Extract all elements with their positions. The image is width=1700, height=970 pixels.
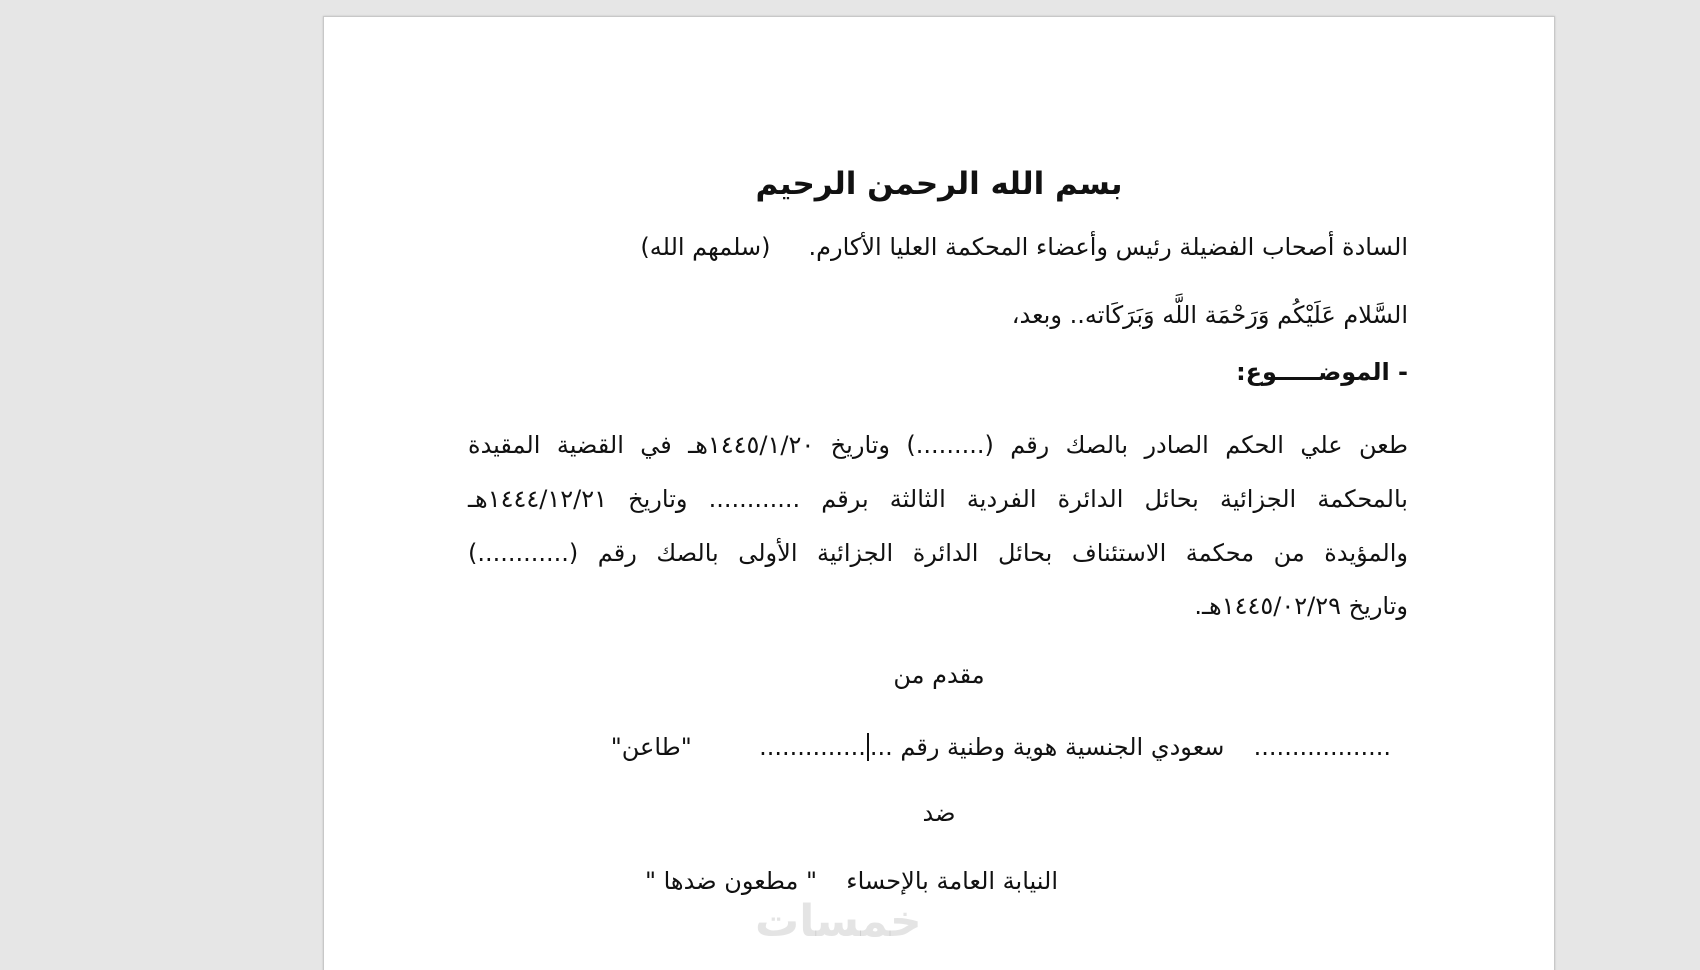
- appellant-line: [611, 733, 1391, 761]
- address-line: [640, 235, 1408, 259]
- greeting-line: السَّلام عَلَيْكُم وَرَحْمَة اللَّه وَبَرَكَاته.. وبعد،: [1011, 301, 1408, 329]
- watermark: خمسات: [755, 896, 922, 947]
- text-cursor: [867, 733, 869, 761]
- respondent-line: [645, 869, 1058, 893]
- paragraph-line-4: وتاريخ ١٤٤٥/٠٢/٢٩هـ.: [1194, 592, 1408, 620]
- basmala-heading: بسم الله الرحمن الرحيم: [755, 166, 1123, 202]
- appellant-role: "طاعن": [610, 733, 692, 761]
- respondent-name: النيابة العامة بالإحساء: [846, 867, 1058, 895]
- appellant-description: سعودي الجنسية هوية وطنية رقم ...: [869, 733, 1225, 761]
- address-recipients: السادة أصحاب الفضيلة رئيس وأعضاء المحكمة العليا الأكارم.: [808, 233, 1408, 261]
- submitted-by-label: مقدم من: [893, 661, 985, 689]
- address-blessing: (سلمهم الله): [640, 233, 771, 261]
- respondent-role: " مطعون ضدها ": [644, 867, 818, 895]
- document-page[interactable]: [323, 16, 1555, 970]
- appellant-dots-after: ..............: [759, 733, 866, 761]
- paragraph-line-3: والمؤيدة من محكمة الاستئناف بحائل الدائرة الجزائية الأولى بالصك رقم (............): [468, 539, 1408, 567]
- paragraph-line-2: بالمحكمة الجزائية بحائل الدائرة الفردية الثالثة برقم ............ وتاريخ ١٤٤٤/١٢/٢١هـ: [468, 485, 1408, 513]
- paragraph-line-1: طعن علي الحكم الصادر بالصك رقم (.........) وتاريخ ١٤٤٥/١/٢٠هـ في القضية المقيدة: [468, 431, 1408, 459]
- against-label: ضد: [922, 799, 956, 827]
- subject-label: - الموضـــــوع:: [1236, 358, 1408, 386]
- appellant-dots-before: ..................: [1253, 733, 1391, 761]
